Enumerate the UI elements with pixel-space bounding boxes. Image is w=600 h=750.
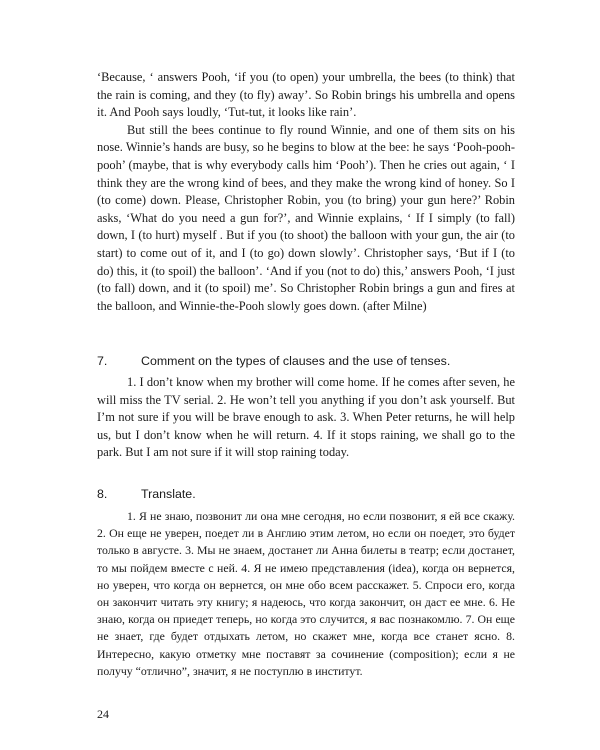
story-paragraph-1: ‘Because, ‘ answers Pooh, ‘if you (to open) your umbrella, the bees (to think) that the rain is coming, and they (to fly) away’. So Robin brings his umbrella and opens it. And Pooh says loudly, ‘Tut-tut, it looks like rain’. <box>97 70 515 120</box>
exercise-8-title: Translate. <box>141 487 196 501</box>
page-number: 24 <box>97 707 109 721</box>
exercise-8-number: 8. <box>97 487 108 501</box>
exercise-7-body <box>97 374 515 462</box>
exercise-7-text: 1. I don’t know when my brother will come home. If he comes after seven, he will miss the TV serial. 2. He won’t tell you anything if you don’t ask yourself. But I’m not sure if you will be brave enough to ask. 3. When Peter returns, he will help us, but I don’t know when he will return. 4. If it stops raining, we shall go to the park. But I am not sure if it will stop raining today. <box>97 375 515 460</box>
exercise-8-heading <box>97 487 515 501</box>
story-paragraph-2: But still the bees continue to fly round Winnie, and one of them sits on his nose. Winnie’s hands are busy, so he begins to blow at the bee: he says ‘Pooh-pooh-pooh’ (maybe, that is why everybody calls him ‘Pooh’). Then he cries out again, ‘ I think they are the wrong kind of bees, and they make the wrong kind of honey. So I (to come) down. Please, Christopher Robin, you (to bring) your gun here?’ Robin asks, ‘What do you need a gun for?’, and Winnie explains, ‘ If I simply (to fall) down, I (to hurt) myself . But if you (to shoot) the balloon with your gun, the air (to start) to come out of it, and I (to go) down slowly’. Christopher says, ‘But if I (to do) this, it (to spoil) the balloon’. ‘And if you (not to do) this,’ answers Pooh, ‘I just (to fall) down, and it (to spoil) me’. So Christopher Robin brings a gun and fires at the balloon, and Winnie-the-Pooh slowly goes down. (after Milne) <box>97 122 515 313</box>
exercise-7-number: 7. <box>97 354 108 368</box>
exercise-8-text: 1. Я не знаю, позвонит ли она мне сегодня, но если позвонит, я ей все скажу. 2. Он еще не уверен, поедет ли в Англию этим летом, но если он поедет, это будет только в августе. 3. Мы не знаем, достанет ли Анна билеты в театр; если достанет, то мы пойдем вместе с ней. 4. Я не имею представления (idea), когда он вернется, но уверен, что когда он вернется, он мне обо всем расскажет. 5. Спроси его, когда он закончит читать эту книгу; я надеюсь, что когда закончит, он даст ее мне. 6. Не знаю, когда он приедет теперь, но когда это случится, я вас познакомлю. 7. Он еще не знает, где будет отдыхать летом, но скажет мне, когда все станет ясно. 8. Интересно, какую отметку мне поставят за сочинение (composition); если я не получу “отлично”, значит, я не поступлю в институт. <box>97 509 515 678</box>
exercise-8-body <box>97 508 515 680</box>
exercise-7-heading <box>97 354 515 368</box>
story-section <box>97 69 515 315</box>
exercise-7-title: Comment on the types of clauses and the use of tenses. <box>141 354 451 368</box>
